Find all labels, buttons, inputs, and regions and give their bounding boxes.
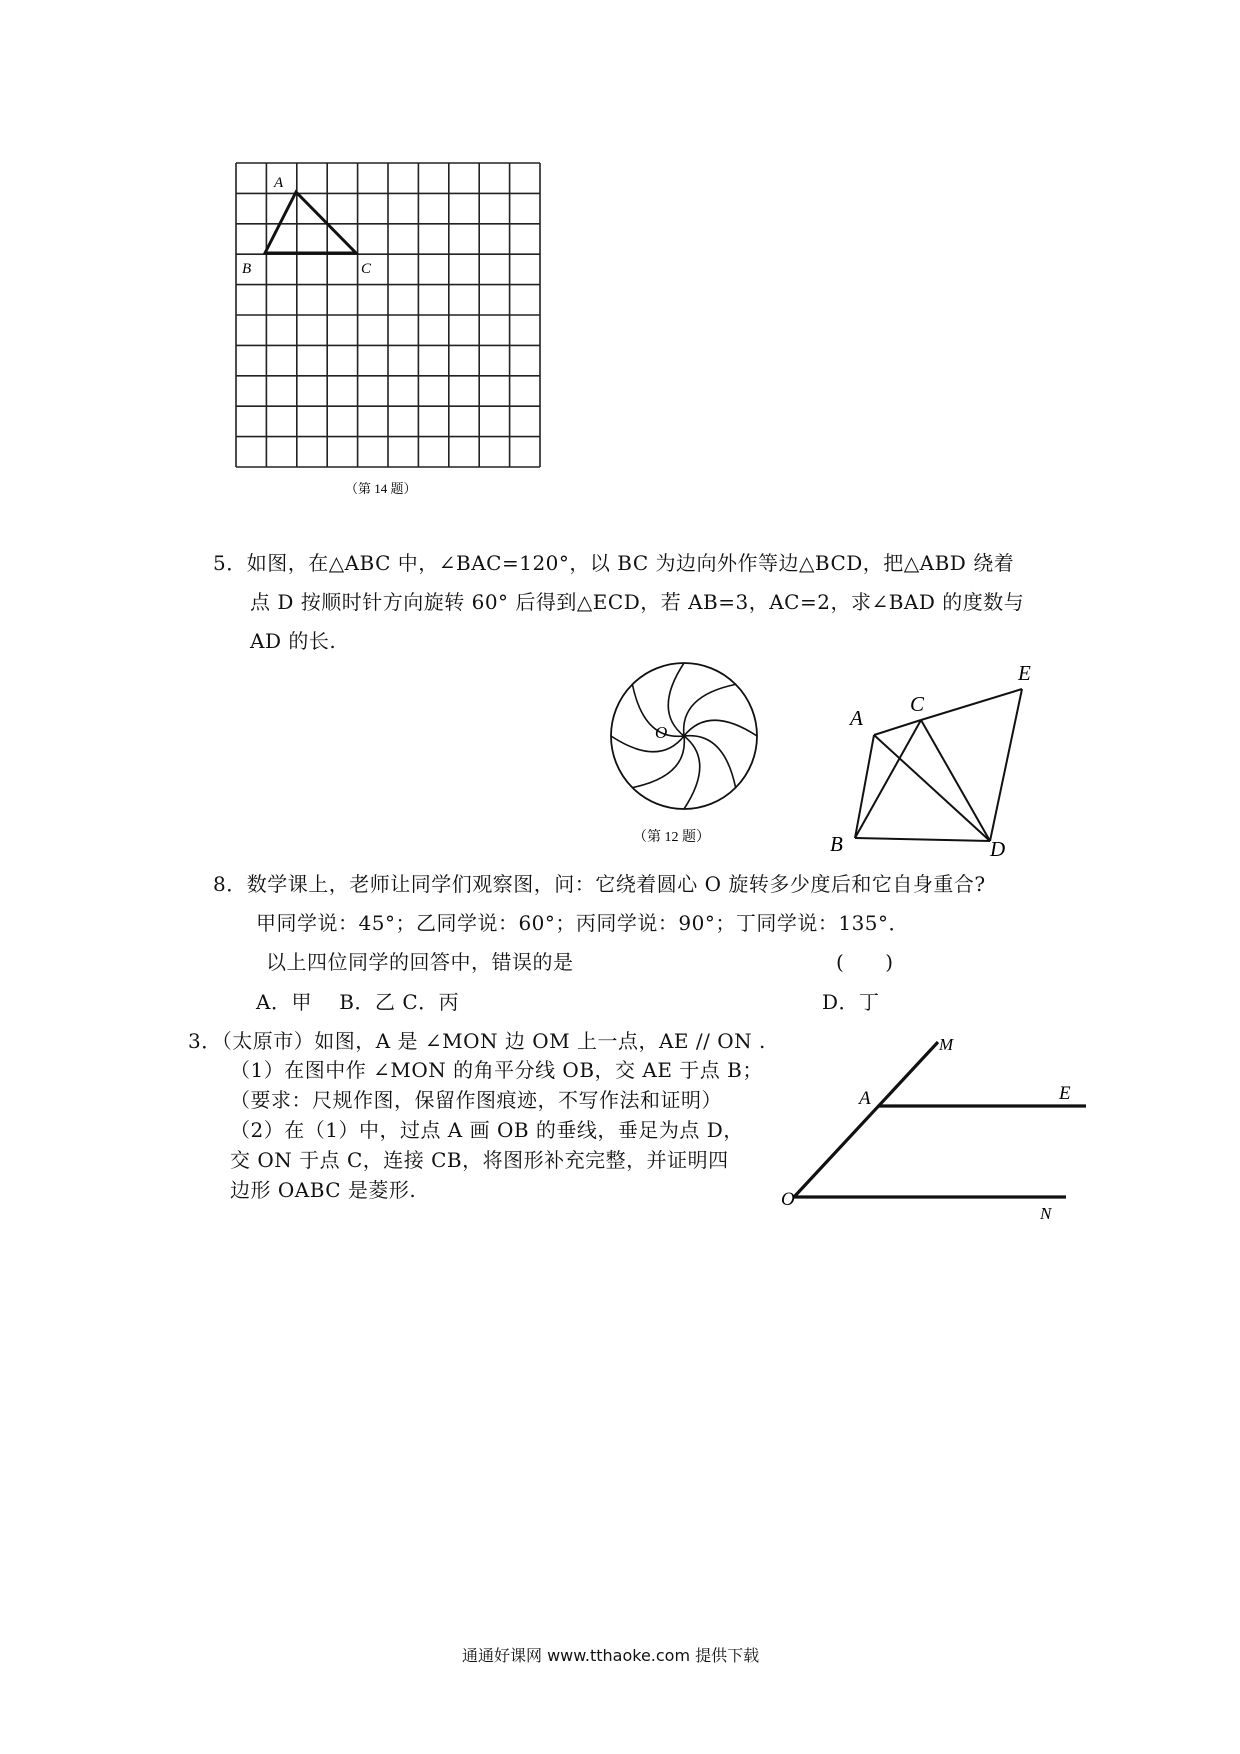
q8-line-2: 甲同学说：45°；乙同学说：60°；丙同学说：90°；丁同学说：135°． — [256, 911, 910, 935]
figure-14-caption: （第 14 题） — [345, 481, 417, 495]
q8-options-abc: A．甲 B．乙 C．丙 — [256, 990, 460, 1014]
point-label-m: M — [939, 1035, 954, 1054]
point-label-c: C — [910, 692, 925, 716]
point-label-o-mon: O — [781, 1189, 795, 1210]
point-label-a: A — [850, 706, 863, 730]
point-label-d: D — [990, 837, 1006, 860]
q3-line-4: （2）在（1）中，过点 A 画 OB 的垂线，垂足为点 D， — [230, 1118, 744, 1142]
grid-label-a: A — [274, 175, 284, 191]
point-label-e: E — [1018, 661, 1031, 685]
q3-line-3: （要求：尺规作图，保留作图痕迹，不写作法和证明） — [230, 1088, 722, 1112]
curved-spoke — [611, 736, 684, 752]
curved-spoke — [684, 736, 700, 809]
q3-line-1: 3．（太原市）如图，A 是 ∠MON 边 OM 上一点，AE // ON . — [188, 1029, 766, 1053]
q8-line-1: 8．数学课上，老师让同学们观察图，问：它绕着圆心 O 旋转多少度后和它自身重合? — [213, 872, 986, 896]
point-label-e-mon: E — [1059, 1083, 1071, 1104]
q5-line-1: 5．如图，在△ABC 中，∠BAC=120°，以 BC 为边向外作等边△BCD，把△ABD 绕着 — [213, 551, 1015, 575]
q3-line-6: 边形 OABC 是菱形. — [230, 1178, 417, 1202]
point-label-b: B — [830, 832, 843, 856]
grid-label-c: C — [361, 261, 372, 277]
center-label-o: O — [655, 723, 668, 742]
curved-spoke — [668, 663, 684, 736]
curved-spoke — [684, 720, 757, 736]
footer-text: 通通好课网 www.tthaoke.com 提供下载 — [462, 1646, 760, 1665]
q8-option-d: D．丁 — [822, 990, 880, 1014]
point-label-a-mon: A — [859, 1088, 871, 1109]
q5-line-3: AD 的长. — [250, 629, 337, 653]
q3-line-2: （1）在图中作 ∠MON 的角平分线 OB，交 AE 于点 B； — [230, 1058, 763, 1082]
grid-label-b: B — [242, 261, 252, 277]
triangle-abc — [265, 192, 356, 253]
q3-line-5: 交 ON 于点 C，连接 CB，将图形补充完整，并证明四 — [230, 1148, 729, 1172]
circle-figure-12 — [600, 660, 770, 850]
figure-12-caption: （第 12 题） — [633, 830, 710, 845]
q8-line-3: 以上四位同学的回答中，错误的是 — [266, 950, 574, 974]
angle-mon-figure — [775, 1030, 1090, 1225]
point-label-n: N — [1040, 1204, 1052, 1223]
q8-answer-bracket: ( ) — [836, 950, 894, 974]
quadrilateral-figure — [830, 655, 1060, 860]
grid-figure-14 — [230, 160, 550, 495]
q5-line-2: 点 D 按顺时针方向旋转 60° 后得到△ECD，若 AB=3，AC=2，求∠BAD 的度数与 — [250, 590, 1025, 614]
